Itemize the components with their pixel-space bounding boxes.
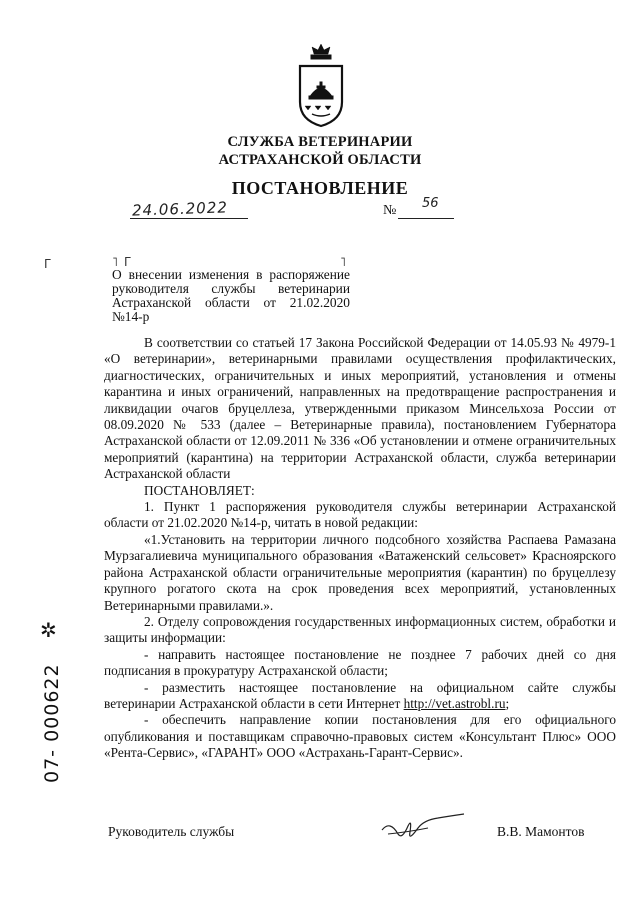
stamp-mark: ✲ (40, 618, 57, 642)
coat-of-arms-emblem (296, 40, 346, 130)
body-item-2-bullet-3: - обеспечить направление копии постановления для его официального опубликования и поставщикам справочно-правовых систем «Консультант Плюс» ООО «Рента-Сервис», «ГАРАНТ» ООО «Астрахань-Гарант-Сервис». (104, 712, 616, 761)
document-number: 56 (422, 196, 439, 211)
body-item-2: 2. Отделу сопровождения государственных информационных систем, обработки и защиты информации: (104, 613, 616, 646)
corner-mark-left: Г (44, 257, 52, 271)
document-date: 24.06.2022 (131, 198, 229, 220)
body-item-2-bullet-1: - направить настоящее постановление не позднее 7 рабочих дней со дня подписания в прокуратуру Астраханской области; (104, 646, 616, 679)
signatory-position: Руководитель службы (108, 824, 235, 839)
handwritten-signature (378, 812, 468, 842)
signatory-name: В.В. Мамонтов (497, 824, 585, 839)
body-paragraph-preamble: В соответствии со статьей 17 Закона Российской Федерации от 14.05.93 № 4979-1 «О ветеринарии», ветеринарными правилами осуществления профилактических, диагностических, ограничительных и иных мероприятий, установления и отмены карантина и иных ограничений, направленных на предотвращение распространения и ликвидации очагов бруцеллеза, утвержденными приказом Минсельхоза России от 08.09.2020 № 533 (далее – Ветеринарные правила), постановлением Губернатора Астраханской области от 12.09.2011 № 336 «Об установлении и отмене ограничительных мероприятий (карантина) на территории Астраханской области, служба ветеринарии Астраханской области (104, 335, 616, 482)
bullet-2-end: ; (505, 695, 510, 711)
corner-mark-top-right: ˥ (340, 255, 346, 269)
body-item-2-bullet-2 (104, 680, 616, 713)
registration-stamp (36, 618, 66, 783)
corner-mark-top-left-b: Г (124, 255, 132, 269)
stamp-number: 07- 000622 (41, 663, 63, 783)
body-item-1-new-text: «1.Установить на территории личного подсобного хозяйства Распаева Рамазана Мурзагалиевича муниципального образования «Ватаженский сельсовет» Красноярского района Астраханской области ограничительные мероприятия (карантин) по бруцеллезу крупного рогатого скота на срок проведения всех мероприятий, установленных Ветеринарными правилами.». (104, 531, 616, 613)
organization-name-line2: АСТРАХАНСКОЙ ОБЛАСТИ (218, 152, 422, 168)
website-link[interactable]: http://vet.astrobl.ru (403, 695, 506, 711)
organization-name-line1: СЛУЖБА ВЕТЕРИНАРИИ (227, 134, 413, 150)
document-subject: О внесении изменения в распоряжение руководителя службы ветеринарии Астраханской области от 21.02.2020 №14-р (112, 267, 350, 324)
document-type-title: ПОСТАНОВЛЕНИЕ (231, 178, 409, 198)
number-underline (398, 218, 454, 219)
body-resolves: ПОСТАНОВЛЯЕТ: (144, 482, 255, 498)
number-label: № (383, 203, 397, 218)
bullet-2-text: - разместить настоящее постановление на официальном сайте службы ветеринарии Астраханской области в сети Интернет (104, 679, 616, 711)
date-underline (130, 218, 248, 219)
corner-mark-top-left-a: ˥ (112, 255, 118, 269)
document-body (104, 335, 616, 762)
body-item-1: 1. Пункт 1 распоряжения руководителя службы ветеринарии Астраханской области от 21.02.2020 №14-р, читать в новой редакции: (104, 499, 616, 531)
